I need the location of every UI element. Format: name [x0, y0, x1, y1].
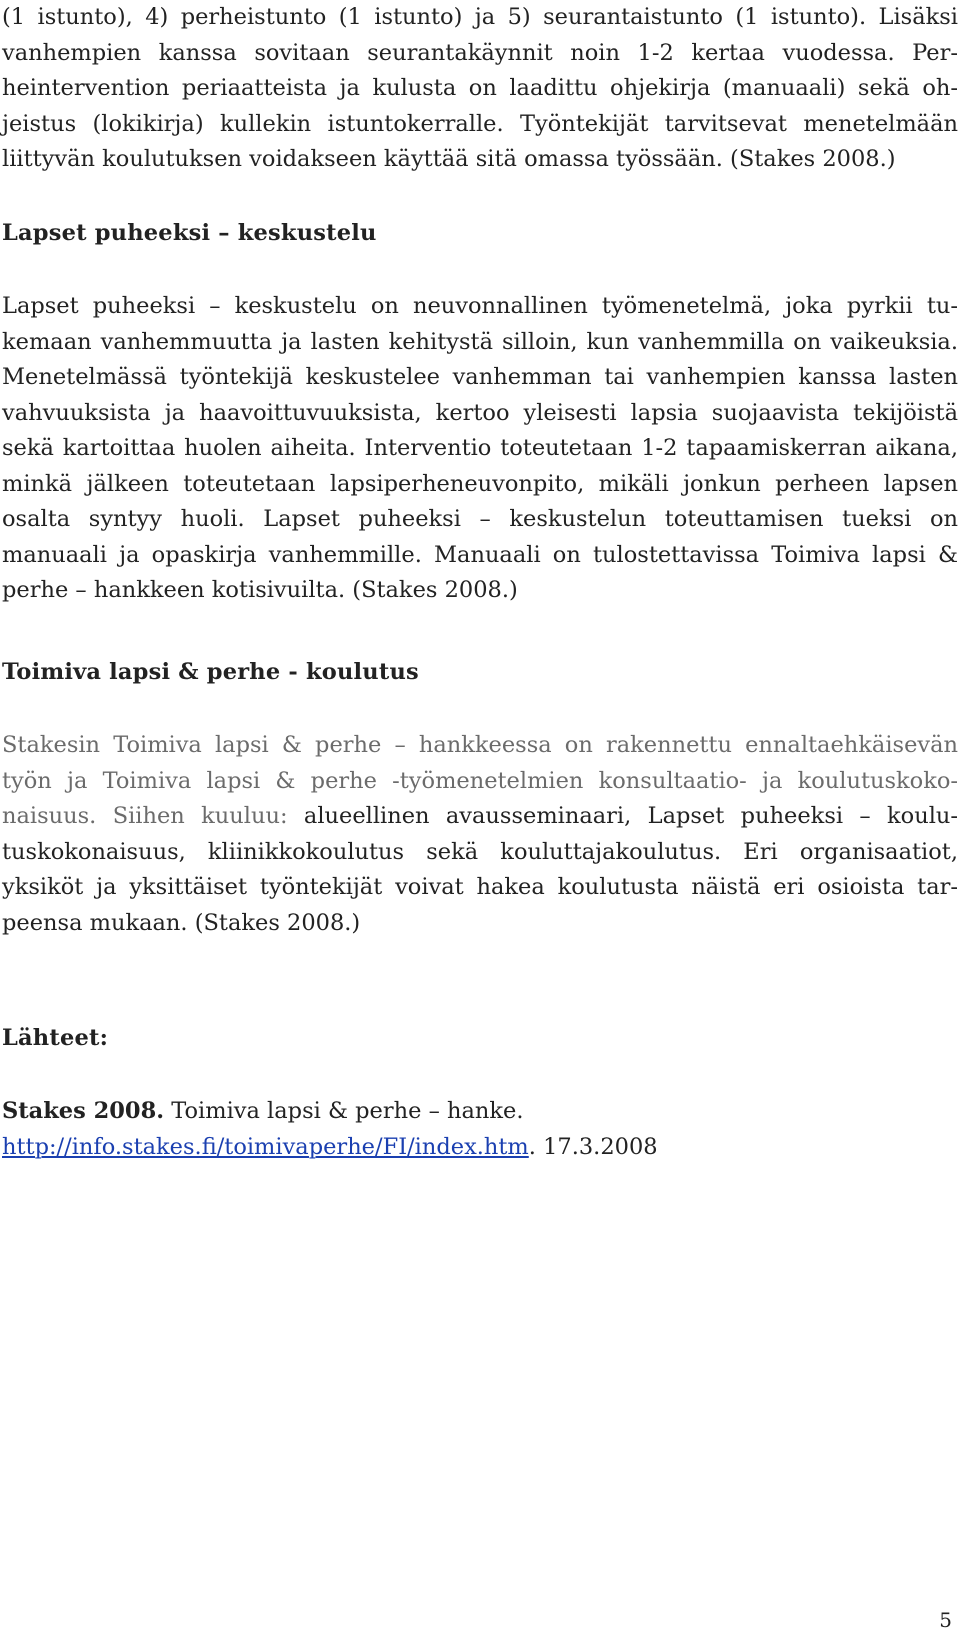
section-paragraph-lapset-puheeksi: Lapset puheeksi – keskustelu on neuvonnallinen työmenetelmä, joka pyrkii tukemaan vanhemmuutta ja lasten kehitystä silloin, kun vanhemmilla on vaikeuksia. Menetelmässä työntekijä keskustelee vanhemman tai vanhempien kanssa lasten vahvuuksista ja haavoittuvuuksista, kertoo yleisesti lapsia suojaavista tekijöistä sekä kartoittaa huolen aiheita. Interventio toteutetaan 1-2 tapaamiskerran aikana, minkä jälkeen toteutetaan lapsiperheneuvonpito, mikäli jonkun perheen lapsen osalta syntyy huoli. Lapset puheeksi – keskustelun toteuttamisen tueksi on manuaali ja opaskirja vanhemmille. Manuaali on tulostettavissa Toimiva lapsi & perhe – hankkeen kotisivuilta. (Stakes 2008.) — [2, 293, 958, 603]
paragraph-gray-text: Stakesin Toimiva lapsi & perhe – hankkeessa on rakennettu ennaltaehkäisevän työn ja Toimiva lapsi & perhe -työmenetelmien konsultaatio- ja koulutuskokonaisuus. Siihen kuuluu: — [2, 732, 958, 829]
reference-line-2 — [2, 1130, 958, 1166]
reference-entry — [2, 1094, 958, 1165]
paragraph-dark-text: alueellinen avausseminaari, Lapset puheeksi – koulutuskokonaisuus, kliinikkokoulutus sekä kouluttajakoulutus. Eri organisaatiot, yksiköt ja yksittäiset työntekijät voivat hakea koulutusta näistä eri osioista tarpeensa mukaan. (Stakes 2008.) — [2, 803, 959, 936]
intro-paragraph: (1 istunto), 4) perheistunto (1 istunto) ja 5) seurantaistunto (1 istunto). Lisäksi vanhempien kanssa sovitaan seurantakäynnit noin 1-2 kertaa vuodessa. Perheintervention periaatteista ja kulusta on laadittu ohjekirja (manuaali) sekä ohjeistus (lokikirja) kullekin istuntokerralle. Työntekijät tarvitsevat menetelmään liittyvän koulutuksen voidakseen käyttää sitä omassa työssään. (Stakes 2008.) — [2, 4, 958, 172]
section-heading-koulutus: Toimiva lapsi & perhe - koulutus — [2, 659, 419, 685]
section-paragraph-koulutus — [2, 728, 958, 941]
reference-title: Toimiva lapsi & perhe – hanke. — [164, 1098, 524, 1124]
sources-heading: Lähteet: — [2, 1025, 109, 1051]
page-number: 5 — [939, 1608, 952, 1632]
section-heading-lapset-puheeksi: Lapset puheeksi – keskustelu — [2, 220, 377, 246]
reference-date: . 17.3.2008 — [528, 1133, 658, 1160]
reference-url-link[interactable]: http://info.stakes.fi/toimivaperhe/FI/index.htm — [2, 1133, 529, 1160]
reference-author: Stakes 2008. — [2, 1098, 165, 1124]
reference-line-1 — [2, 1094, 958, 1130]
